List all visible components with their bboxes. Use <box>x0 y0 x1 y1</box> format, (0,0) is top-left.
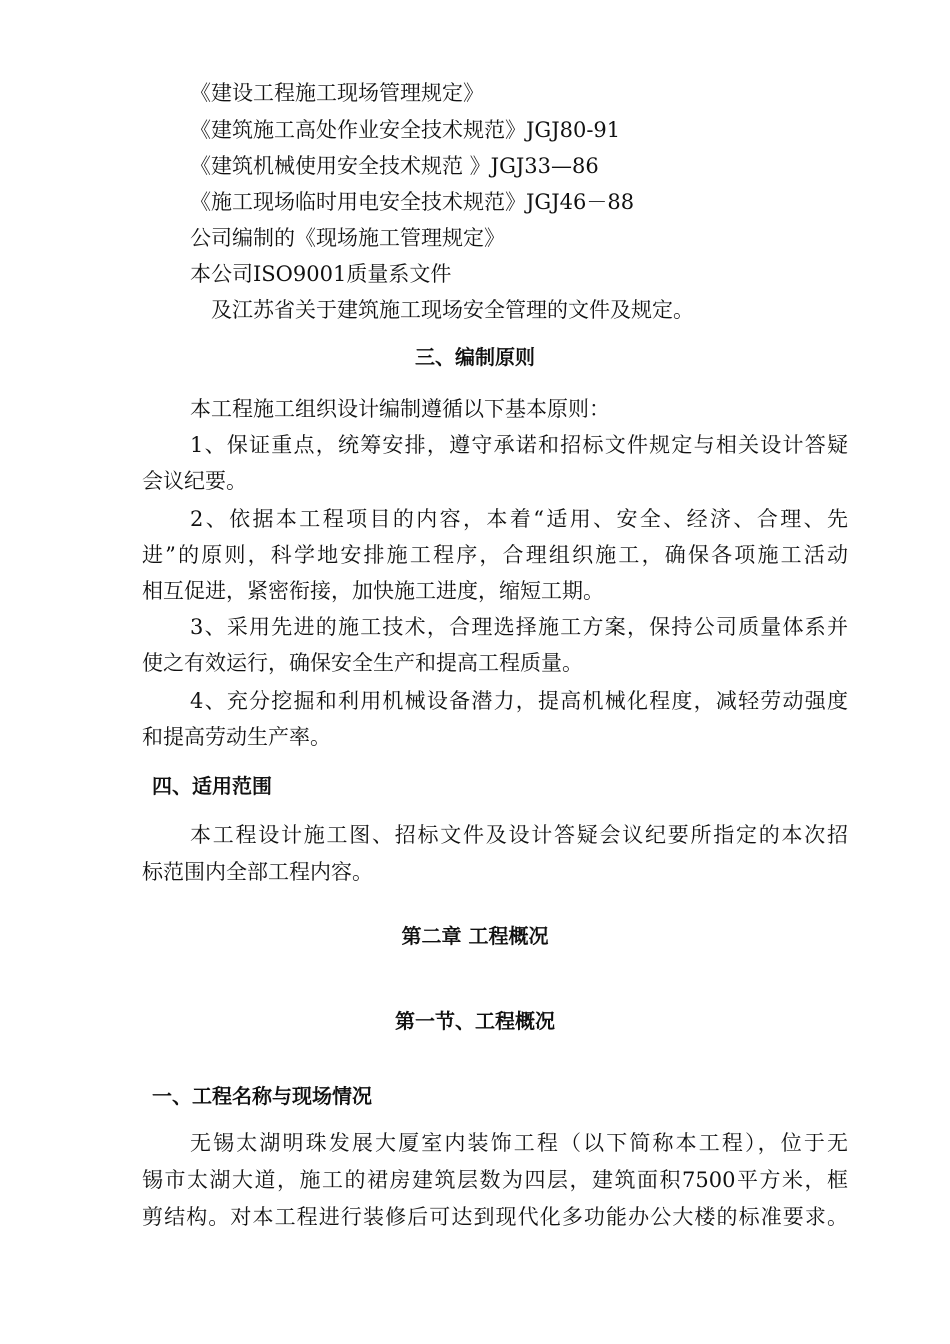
reference-item: 《施工现场临时用电安全技术规范》JGJ46－88 <box>190 190 635 214</box>
paragraph-line: 和提高劳动生产率。 <box>142 725 331 749</box>
paragraph-line: 3、采用先进的施工技术，合理选择施工方案，保持公司质量体系并 <box>190 615 848 639</box>
reference-item: 公司编制的《现场施工管理规定》 <box>190 226 505 250</box>
paragraph-line: 本工程施工组织设计编制遵循以下基本原则： <box>190 397 610 421</box>
paragraph-line: 使之有效运行，确保安全生产和提高工程质量。 <box>142 651 583 675</box>
paragraph-line: 2、依据本工程项目的内容，本着“适用、安全、经济、合理、先 <box>190 507 848 531</box>
reference-item: 本公司ISO9001质量系文件 <box>190 262 452 286</box>
section-title: 第一节、工程概况 <box>395 1009 555 1033</box>
reference-item: 《建筑机械使用安全技术规范 》JGJ33—86 <box>190 154 599 178</box>
paragraph-line: 进”的原则，科学地安排施工程序，合理组织施工，确保各项施工活动 <box>142 543 848 567</box>
paragraph-line: 相互促进，紧密衔接，加快施工进度，缩短工期。 <box>142 579 604 603</box>
chapter-title: 第二章 工程概况 <box>401 924 549 948</box>
paragraph-line: 1、保证重点，统筹安排，遵守承诺和招标文件规定与相关设计答疑 <box>190 433 848 457</box>
section-heading: 三、编制原则 <box>415 345 535 369</box>
reference-item: 《建设工程施工现场管理规定》 <box>190 81 484 105</box>
paragraph-line: 会议纪要。 <box>142 469 247 493</box>
section-heading: 四、适用范围 <box>152 774 272 798</box>
reference-item: 及江苏省关于建筑施工现场安全管理的文件及规定。 <box>211 298 694 322</box>
paragraph-line: 剪结构。对本工程进行装修后可达到现代化多功能办公大楼的标准要求。 <box>142 1205 848 1229</box>
paragraph-line: 本工程设计施工图、招标文件及设计答疑会议纪要所指定的本次招 <box>190 823 848 847</box>
paragraph-line: 4、充分挖掘和利用机械设备潜力，提高机械化程度，减轻劳动强度 <box>190 689 848 713</box>
paragraph-line: 标范围内全部工程内容。 <box>142 860 373 884</box>
paragraph-line: 锡市太湖大道，施工的裙房建筑层数为四层，建筑面积7500平方米，框 <box>142 1168 848 1192</box>
subsection-heading: 一、工程名称与现场情况 <box>152 1084 372 1108</box>
paragraph-line: 无锡太湖明珠发展大厦室内装饰工程（以下简称本工程），位于无 <box>190 1131 848 1155</box>
reference-item: 《建筑施工高处作业安全技术规范》JGJ80-91 <box>190 118 621 142</box>
